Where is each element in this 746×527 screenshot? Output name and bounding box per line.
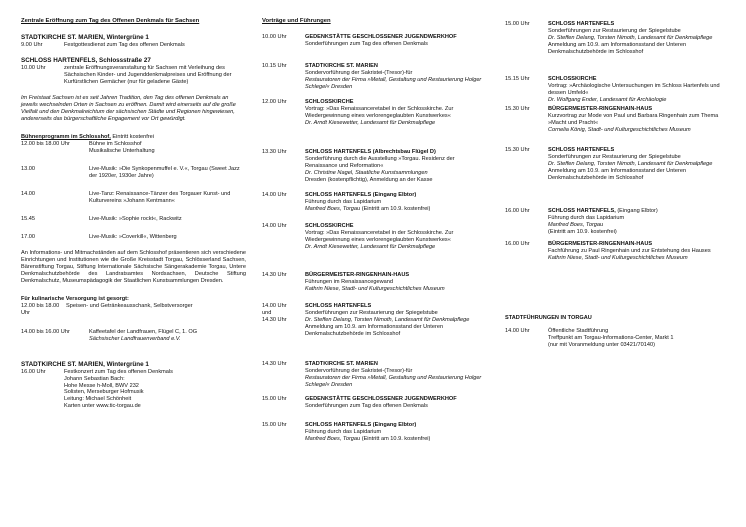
talk-event [505,21,725,56]
talk-description: Sonderführung durch die Ausstellung »Torgau. Residenz der Renaissance und Reformation« [305,156,455,170]
talk-time-part: 15.00 Uhr [505,21,530,27]
talk-description: Vortrag: »Das Renaissanceretabel in der Schlosskirche. Zur Wiedergewinnung eines verlorengeglaubten Kunstwerkes« [305,230,454,244]
talk-speaker: Dr. Steffen Delang, Torsten Nimoth, Landesamt für Denkmalpflege [305,317,470,324]
talk-details [548,147,725,182]
talk-title [305,422,488,429]
talk-title-text: SCHLOSSKIRCHE [305,223,354,230]
talk-details [548,208,725,236]
event-row [21,65,246,86]
city-tour-line: (nur mit Voranmeldung unter 03421/70140) [548,341,655,348]
catering-text: Speisen- und Getränkeausschank, Selbstversorger [66,302,193,309]
talk-time-part: 15.30 Uhr [505,147,530,153]
talk-title [305,34,488,41]
talk-time-part: 13.30 Uhr [262,149,287,156]
talk-time-part: 14.30 Uhr [262,272,287,279]
concert-line: Festkonzert zum Tag des offenen Denkmals [64,368,173,375]
talks-list-continued [505,18,725,318]
talk-title [548,241,725,248]
talk-title-text: SCHLOSS HARTENFELS, [548,208,616,214]
talk-title-text: SCHLOSS HARTENFELS (Albrechtsbau Flügel D) [305,149,436,156]
event-text: Festgottesdienst zum Tag des offenen Denkmals [64,42,185,49]
talk-speaker: Cornelia König, Stadt- und Kulturgeschichtliches Museum [548,126,691,133]
talk-title-text: SCHLOSS HARTENFELS (Eingang Elbtor) [305,192,417,199]
talk-description: Sonderführungen zur Restaurierung der Spiegelstube [305,310,438,317]
talk-title [305,63,488,70]
talk-note: (Eintritt am 10.9. kostenfrei) [548,228,617,235]
talk-event [262,99,488,127]
talks-list [262,34,488,514]
talk-description: Führung durch das Lapidarium [305,429,382,436]
talk-time [262,361,305,389]
stage-program [21,134,246,241]
concert-line: Solisten, Merseburger Hofmusik [64,389,144,396]
talk-title [305,192,488,199]
talk-speaker: Dr. Steffen Delang, Torsten Nimoth, Landesamt für Denkmalpflege [548,34,713,41]
talk-time-part: 16.00 Uhr [505,241,530,247]
talk-description: Sonderführungen zur Restaurierung der Spiegelstube [548,27,681,34]
talk-time-part: 15.00 Uhr [262,396,287,403]
stage-time: 15.45 [21,215,35,222]
talk-details [305,34,488,48]
talk-speaker: Restauratoren der Firma »Metall, Gestaltung und Restaurierung Holger Schlegel« Dresden [305,77,482,91]
catering-heading: Für kulinarische Versorgung ist gesorgt: [21,295,129,302]
city-tour-row [505,328,725,349]
talk-speaker: Dr. Steffen Delang, Torsten Nimoth, Landesamt für Denkmalpflege [548,160,713,167]
stage-row [21,166,246,180]
talk-description: Führungen im Renaissancegewand [305,279,394,286]
talk-description: Fachführung zu Paul Ringenhain und zur Entstehung des Hauses [548,247,711,254]
talk-description: Sondervorführung der Sakristei-(Tresor)-für [305,70,413,77]
talk-time-part: 12.00 Uhr [262,99,287,106]
catering-text [89,329,246,343]
stage-time: 12.00 bis 18.00 Uhr [21,140,70,147]
talk-title-text: SCHLOSSKIRCHE [305,99,354,106]
talk-event [505,147,725,182]
talk-time [505,106,548,134]
talk-speaker: Dr. Wolfgang Ender, Landesamt für Archäologie [548,96,667,103]
stage-text: Live-Tanz: Renaissance-Tänzer des Torgauer Kunst- und Kulturvereins »Johann Kentmann« [89,190,231,204]
talk-title [305,149,488,156]
talk-title [548,21,725,28]
intro-paragraph: Im Freistaat Sachsen ist es seit Jahren Tradition, den Tag des offenen Denkmals an jeweils wechselnden Orten in Sachsen zu eröffnen. Damit wird einerseits auf die große Vielfalt und den Denkmalreichtum der sächsischen Städte und Regionen hingewiesen, andererseits das bürgerschaftliche Engagement vor Ort gewürdigt. [21,95,236,122]
talk-details [305,272,488,293]
talk-title [548,106,725,113]
stage-time: 17.00 [21,233,35,240]
column-right [505,18,725,348]
talk-title [305,272,488,279]
talk-details [305,149,488,184]
talk-event [262,34,488,48]
talk-time [262,422,305,443]
stage-program-heading: Bühnenprogramm im Schlosshof, [21,133,111,140]
talk-title-text: SCHLOSS HARTENFELS [548,147,615,153]
talk-event [505,208,725,236]
talk-event [262,223,488,251]
catering [21,296,246,343]
concert-line: Leitung: Michael Schönheit [64,396,132,403]
talk-time [262,149,305,184]
talk-event [505,76,725,104]
talk-time-part: 14.00 Uhr [262,303,287,310]
event-row [21,42,246,49]
talk-title-text: SCHLOSSKIRCHE [548,76,597,82]
talk-time [505,21,548,56]
stage-line: Musikalische Unterhaltung [89,147,155,154]
talk-time [262,303,305,338]
talk-speaker: Dr. Christine Nagel, Staatliche Kunstsammlungen [305,170,428,177]
talk-speaker: Dr. Arndt Kiesewetter, Landesamt für Denkmalpflege [305,120,436,127]
talk-time [262,63,305,91]
talk-title-text: GEDENKSTÄTTE GESCHLOSSENER JUGENDWERKHOF [305,34,457,41]
talk-description: Sonderführungen zum Tag des offenen Denkmals [305,41,428,48]
stage-row [21,191,246,205]
talk-time [262,99,305,127]
talk-title-text: BÜRGERMEISTER-RINGENHAIN-HAUS [548,106,653,112]
talk-title [548,147,725,154]
section-heading-talks: Vorträge und Führungen [262,18,331,24]
talk-details [305,63,488,91]
talk-event [262,303,488,338]
talk-note: Anmeldung am 10.9. am Informationsstand der Unteren Denkmalschutzbehörde im Schlosshof [305,324,444,338]
venue-stadtkirche-concert: STADTKIRCHE ST. MARIEN, Wintergrüne 1 [21,360,149,368]
talk-description: Sondervorführung der Sakristei-(Tresor)-für [305,368,413,375]
talk-title-text: BÜRGERMEISTER-RINGENHAIN-HAUS [305,272,410,279]
city-tour-text [548,328,725,349]
talk-title-text: SCHLOSS HARTENFELS [548,21,615,27]
talk-details [305,99,488,127]
concert-line: Hohe Messe h-Moll, BWV 232 [64,382,139,389]
talk-description: Führung durch das Lapidarium [305,199,382,206]
event-text [64,369,246,411]
stage-row [21,141,246,155]
talk-description: Sonderführungen zum Tag des offenen Denkmals [305,403,428,410]
stage-program-note: Eintritt kostenfrei [110,133,155,140]
catering-line: Kaffeetafel der Landfrauen, Flügel C, 1. OG [89,328,198,335]
talk-event [262,63,488,91]
stage-text: Live-Musik: »Die Synkopenmuffel e. V.«, Torgau (Sweet Jazz der 1920er, 1930er Jahre) [89,165,240,179]
stage-time: 13.00 [21,165,35,172]
talk-event [262,149,488,184]
talk-details [548,241,725,262]
talk-speaker: Manfred Boes, Torgau [305,436,361,443]
venue-schloss: SCHLOSS HARTENFELS, Schlossstraße 27 [21,57,151,65]
talk-title-text: SCHLOSS HARTENFELS [305,303,372,310]
stage-text: Live-Musik: »Coverkill«, Wittenberg [89,233,177,240]
talk-details [305,303,488,338]
talk-time [262,192,305,213]
talk-note: (Eintritt am 10.9. kostenfrei) [360,436,431,443]
column-middle [262,18,488,514]
talk-time-part: 16.00 Uhr [505,208,530,214]
talk-time [505,147,548,182]
talk-details [548,76,725,104]
talk-note: Dresden (kostenpflichtig), Anmeldung an der Kasse [305,177,433,184]
talk-details [305,192,488,213]
talk-time-part: 14.30 Uhr [262,361,287,368]
catering-time: 14.00 bis 16.00 Uhr [21,328,70,335]
talk-event [262,422,488,443]
talk-details [548,106,725,134]
talk-note: Anmeldung am 10.9. am Informationsstand der Unteren Denkmalschutzbehörde im Schlosshof [548,167,687,181]
talk-event [505,241,725,262]
talk-speaker: Kathrin Niese, Stadt- und Kulturgeschichtliches Museum [548,254,688,261]
talk-speaker: Restauratoren der Firma »Metall, Gestaltung und Restaurierung Holger Schlegel« Dresden [305,375,482,389]
event-time: 16.00 Uhr [21,368,46,375]
talk-time-part: und [262,310,272,317]
talk-time-part: 14.00 Uhr [262,192,287,199]
talk-time [505,76,548,104]
talk-speaker: Manfred Boes, Torgau [305,206,361,213]
city-tour-line: Öffentliche Stadtführung [548,327,609,334]
talk-speaker: Kathrin Niese, Stadt- und Kulturgeschichtliches Museum [305,286,445,293]
talk-description: Vortrag: »Archäologische Untersuchungen im Schloss Hartenfels und dessen Umfeld« [548,82,720,96]
stage-text [89,141,246,155]
talk-event [262,192,488,213]
talk-description: Vortrag: »Das Renaissanceretabel in der Schlosskirche. Zur Wiedergewinnung eines verlorengeglaubten Kunstwerkes« [305,106,454,120]
talk-title-text: BÜRGERMEISTER-RINGENHAIN-HAUS [548,241,653,247]
talk-details [305,223,488,251]
talk-time-part: 15.15 Uhr [505,76,530,82]
talk-title [305,99,488,106]
concert-line: Johann Sebastian Bach: [64,375,125,382]
stage-row [21,216,246,223]
talk-time-part: 14.00 Uhr [262,223,287,230]
talk-details [548,21,725,56]
stage-text: Live-Musik: »Sophie rockt«, Rackwitz [89,215,182,222]
city-tour-time: 14.00 Uhr [505,327,530,334]
info-paragraph: An Informations- und Mitmachständen auf dem Schlosshof präsentieren sich verschiedene Einrichtungen und Institutionen wie die Große Kreisstadt Torgau, Schlösserland Sachsen, Bärenstiftung Torgau, Stiftung Internationale Sächsische Sängerakademie Torgau, Untere Denkmalschutzbehörde des Landratsamtes Nordsachsen, Deutsche Stiftung Denkmalschutz, Museumspädagogik der Staatlichen Kunstsammlungen Dresden. [21,249,246,284]
talk-details [305,396,488,410]
talk-title [548,208,725,215]
city-tours-heading: STADTFÜHRUNGEN IN TORGAU [505,315,592,321]
talk-time-part: 10.00 Uhr [262,34,287,41]
section-heading-opening: Zentrale Eröffnung zum Tag des Offenen Denkmals für Sachsen [21,18,200,24]
stage-time: 14.00 [21,190,35,197]
city-tours [505,315,725,349]
catering-row [21,303,246,317]
talk-title [548,76,725,83]
talk-note: Anmeldung am 10.9. am Informationsstand der Unteren Denkmalschutzbehörde im Schlosshof [548,41,687,55]
talk-description: Kurzvortrag zur Mode von Paul und Barbara Ringenhain zum Thema »Macht und Pracht« [548,112,719,126]
column-left [21,18,246,410]
talk-time-part: 15.30 Uhr [505,106,530,112]
talk-speaker: Dr. Arndt Kiesewetter, Landesamt für Denkmalpflege [305,244,436,251]
talk-title-note: (Eingang Elbtor) [615,208,658,214]
talk-title [305,396,488,403]
talk-time [262,272,305,293]
talk-details [305,422,488,443]
event-time: 10.00 Uhr [21,65,46,72]
talk-time [262,396,305,410]
talk-time-part: 14.30 Uhr [262,317,287,324]
catering-org: Sächsischer Landfrauenverband e.V. [89,335,181,342]
talk-title-text: STADTKIRCHE ST. MARIEN [305,63,378,70]
talk-title [305,361,488,368]
venue-stadtkirche: STADTKIRCHE ST. MARIEN, Wintergrüne 1 [21,34,149,42]
talk-description: Führung durch das Lapidarium [548,214,625,221]
talk-title-text: GEDENKSTÄTTE GESCHLOSSENER JUGENDWERKHOF [305,396,457,403]
talk-speaker: Manfred Boes, Torgau [548,221,604,228]
talk-event [262,361,488,389]
catering-time: 12.00 bis 18.00 Uhr [21,302,60,316]
concert-line: Karten unter www.tic-torgau.de [64,403,141,410]
talk-time [262,223,305,251]
talk-time-part: 15.00 Uhr [262,422,287,429]
talk-title-text: STADTKIRCHE ST. MARIEN [305,361,378,368]
talk-note: (Eintritt am 10.9. kostenfrei) [360,206,431,213]
catering-row [21,329,246,343]
event-row [21,369,246,411]
stage-line: Bühne im Schlosshof [89,140,142,147]
talk-title [305,303,488,310]
talk-description: Sonderführungen zur Restaurierung der Spiegelstube [548,153,681,160]
event-text: zentrale Eröffnungsveranstaltung für Sachsen mit Verleihung des Sächsischen Kinder- und Jugenddenkmalpreises und Eröffnung der Kurfürstlichen Gemächer (nur für geladene Gäste) [64,65,232,86]
talk-event [262,272,488,293]
talk-time [505,208,548,236]
talk-details [305,361,488,389]
talk-time [505,241,548,262]
talk-event [262,396,488,410]
talk-event [505,106,725,134]
event-time: 9.00 Uhr [21,42,43,49]
talk-time [262,34,305,48]
stage-row [21,234,246,241]
talk-title [305,223,488,230]
talk-time-part: 10.15 Uhr [262,63,287,70]
city-tour-line: Treffpunkt am Torgau-Informations-Center, Markt 1 [548,334,674,341]
talk-title-text: SCHLOSS HARTENFELS (Eingang Elbtor) [305,422,417,429]
